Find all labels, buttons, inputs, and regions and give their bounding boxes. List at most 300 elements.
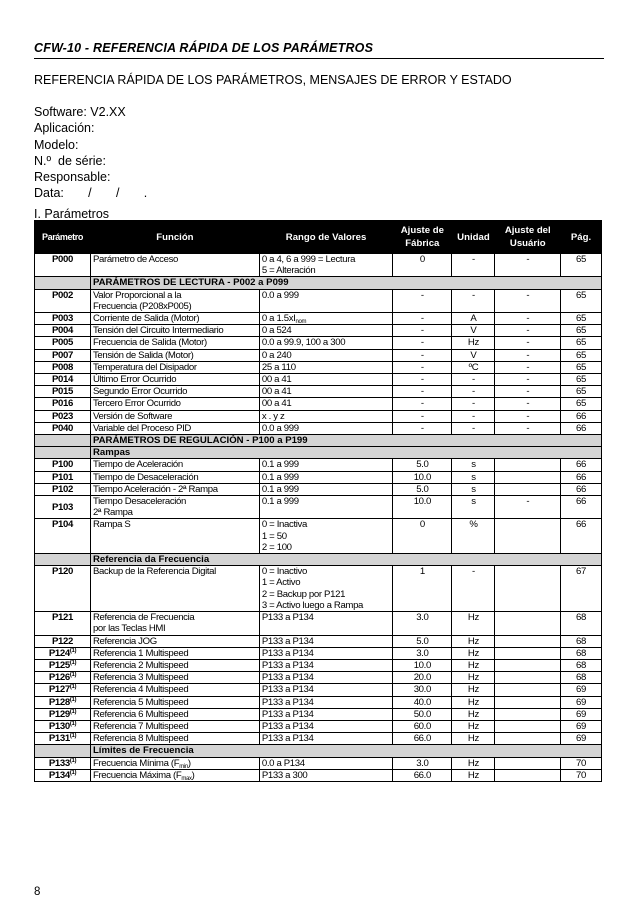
param-range-text: 1 = Activo xyxy=(261,577,301,589)
field-responsable: Responsable: xyxy=(34,170,111,185)
param-code: P131 xyxy=(48,733,70,745)
param-unit: s xyxy=(452,483,495,495)
param-function-cell xyxy=(90,325,259,337)
param-range-text: 00 a 41 xyxy=(261,374,292,386)
param-range-line xyxy=(262,636,390,647)
param-function-line xyxy=(93,459,257,470)
param-code: P100 xyxy=(51,459,73,471)
table-row xyxy=(35,361,602,373)
table-row xyxy=(35,471,602,483)
param-function-text: Versión de Software xyxy=(92,410,173,422)
param-factory-setting: - xyxy=(393,374,452,386)
running-header-title: CFW-10 - REFERENCIA RÁPIDA DE LOS PARÁMETROS xyxy=(34,41,374,55)
param-factory-setting: - xyxy=(393,313,452,325)
param-user-setting xyxy=(495,659,561,671)
param-code: P121 xyxy=(51,612,73,624)
param-page: 67 xyxy=(561,566,602,612)
param-user-setting: - xyxy=(495,349,561,361)
param-footnote-mark: (1) xyxy=(69,757,77,764)
header-rule xyxy=(34,58,604,59)
param-function-cell xyxy=(90,612,259,635)
param-factory-setting: 66.0 xyxy=(393,769,452,781)
param-function-cell xyxy=(90,361,259,373)
param-range-text: 0 a 524 xyxy=(261,325,292,337)
param-user-setting: - xyxy=(495,410,561,422)
param-function-text: Frecuencia Máxima (F xyxy=(92,769,182,781)
param-page: 65 xyxy=(561,398,602,410)
param-code-cell xyxy=(35,647,91,659)
table-row xyxy=(35,349,602,361)
param-range-line xyxy=(262,697,390,708)
param-page: 65 xyxy=(561,349,602,361)
param-page: 68 xyxy=(561,672,602,684)
param-unit: - xyxy=(452,398,495,410)
param-code: P134 xyxy=(48,769,70,781)
table-group-row xyxy=(35,447,602,459)
param-function-line xyxy=(93,362,257,373)
param-function-text: Corriente de Salida (Motor) xyxy=(92,313,200,325)
group-row-label: PARÁMETROS DE REGULACIÓN - P100 a P199 xyxy=(90,435,601,447)
param-unit: Hz xyxy=(452,757,495,769)
group-row-spacer xyxy=(35,435,91,447)
table-row xyxy=(35,325,602,337)
param-code-cell xyxy=(35,566,91,612)
table-row xyxy=(35,757,602,769)
param-range-text: P133 a P134 xyxy=(261,635,314,647)
param-function-line xyxy=(93,290,257,301)
param-function-line xyxy=(93,374,257,385)
param-range-line xyxy=(262,672,390,683)
param-function-cell xyxy=(90,254,259,277)
param-range-text: 0.0 a 999 xyxy=(261,422,299,434)
param-code-cell xyxy=(35,349,91,361)
param-function-line xyxy=(93,386,257,397)
param-function-cell xyxy=(90,733,259,745)
param-code-cell xyxy=(35,386,91,398)
param-range-text: 0.1 a 999 xyxy=(261,459,299,471)
param-user-setting xyxy=(495,459,561,471)
param-range-line xyxy=(262,600,390,611)
param-range-cell xyxy=(259,720,392,732)
param-function-cell xyxy=(90,386,259,398)
param-unit: Hz xyxy=(452,612,495,635)
param-code-cell xyxy=(35,496,91,519)
param-unit: - xyxy=(452,374,495,386)
param-function-cell xyxy=(90,720,259,732)
param-range-line xyxy=(262,648,390,659)
param-page: 65 xyxy=(561,361,602,373)
param-factory-setting: - xyxy=(393,422,452,434)
param-range-text: 0.0 a 99.9, 100 a 300 xyxy=(261,337,346,349)
param-page: 66 xyxy=(561,471,602,483)
param-function-cell xyxy=(90,289,259,312)
param-range-text: P133 a 300 xyxy=(261,769,308,781)
param-range-line xyxy=(262,386,390,397)
param-function-line xyxy=(93,612,257,623)
param-user-setting xyxy=(495,471,561,483)
param-page: 66 xyxy=(561,410,602,422)
param-range-text: P133 a P134 xyxy=(261,612,314,624)
param-footnote-mark: (1) xyxy=(69,659,77,666)
param-code-cell xyxy=(35,720,91,732)
param-function-line xyxy=(93,566,257,577)
param-page: 65 xyxy=(561,325,602,337)
param-user-setting xyxy=(495,519,561,554)
group-row-spacer xyxy=(35,447,91,459)
param-code-cell xyxy=(35,659,91,671)
param-page: 65 xyxy=(561,254,602,277)
param-unit: - xyxy=(452,566,495,612)
param-factory-setting: 10.0 xyxy=(393,659,452,671)
param-function-cell xyxy=(90,696,259,708)
param-range-cell xyxy=(259,313,392,325)
param-range-cell xyxy=(259,519,392,554)
table-row xyxy=(35,337,602,349)
param-range-text: 25 a 110 xyxy=(261,361,296,373)
param-range-line xyxy=(262,350,390,361)
group-row-spacer xyxy=(35,745,91,757)
param-user-setting: - xyxy=(495,398,561,410)
param-code: P015 xyxy=(51,386,73,398)
param-unit: Hz xyxy=(452,769,495,781)
param-function-cell xyxy=(90,708,259,720)
param-range-text: 0 = Inactivo xyxy=(261,566,307,578)
param-page: 68 xyxy=(561,635,602,647)
param-unit: s xyxy=(452,496,495,519)
param-page: 69 xyxy=(561,708,602,720)
table-row xyxy=(35,566,602,612)
group-row-label: Límites de Frecuencia xyxy=(90,745,601,757)
col-header-pagina: Pág. xyxy=(561,221,602,254)
param-range-text: 3 = Activo luego a Rampa xyxy=(261,599,364,611)
param-unit: Hz xyxy=(452,337,495,349)
param-function-line xyxy=(93,672,257,683)
param-code-cell xyxy=(35,398,91,410)
param-unit: - xyxy=(452,254,495,277)
param-range-text: P133 a P134 xyxy=(261,708,314,720)
param-page: 66 xyxy=(561,422,602,434)
param-footnote-mark: (1) xyxy=(69,647,77,654)
param-function-text: Referencia 4 Multispeed xyxy=(92,684,189,696)
param-user-setting: - xyxy=(495,337,561,349)
param-function-text: Temperatura del Disipador xyxy=(92,361,197,373)
param-range-text: 2 = 100 xyxy=(261,541,292,553)
param-page: 65 xyxy=(561,289,602,312)
param-function-text: Referencia 2 Multispeed xyxy=(92,659,189,671)
param-range-text: 0.0 a 999 xyxy=(261,289,299,301)
param-code-cell xyxy=(35,289,91,312)
param-range-cell xyxy=(259,374,392,386)
table-row xyxy=(35,696,602,708)
param-function-text: Segundo Error Ocurrido xyxy=(92,386,188,398)
param-code: P104 xyxy=(51,519,73,531)
param-range-line xyxy=(262,374,390,385)
param-code-cell xyxy=(35,635,91,647)
param-code-cell xyxy=(35,459,91,471)
param-range-text: P133 a P134 xyxy=(261,659,314,671)
param-function-text: Tiempo de Desaceleración xyxy=(92,471,199,483)
param-function-text: Tiempo Desaceleración xyxy=(92,496,187,508)
param-range-line xyxy=(262,684,390,695)
param-range-text: P133 a P134 xyxy=(261,720,314,732)
param-function-line xyxy=(93,684,257,695)
param-range-line xyxy=(262,566,390,577)
table-row xyxy=(35,254,602,277)
param-range-text: 0.1 a 999 xyxy=(261,471,299,483)
param-function-line xyxy=(93,648,257,659)
param-range-text: x . y z xyxy=(261,410,285,422)
parameters-table xyxy=(34,220,602,782)
table-row xyxy=(35,733,602,745)
param-page: 69 xyxy=(561,720,602,732)
param-function-cell xyxy=(90,757,259,769)
param-unit: Hz xyxy=(452,684,495,696)
form-fields xyxy=(34,104,147,202)
param-page: 68 xyxy=(561,612,602,635)
param-function-cell xyxy=(90,471,259,483)
col-header-unidad: Unidad xyxy=(452,221,495,254)
param-user-setting: - xyxy=(495,325,561,337)
param-range-cell xyxy=(259,386,392,398)
param-function-line xyxy=(93,411,257,422)
param-code: P002 xyxy=(51,289,73,301)
table-row xyxy=(35,422,602,434)
param-range-cell xyxy=(259,471,392,483)
param-function-tail: ) xyxy=(191,769,195,781)
param-function-cell xyxy=(90,647,259,659)
param-range-text: 2 = Backup por P121 xyxy=(261,588,346,600)
param-factory-setting: 20.0 xyxy=(393,672,452,684)
param-function-line xyxy=(93,660,257,671)
param-function-text: Rampa S xyxy=(92,519,131,531)
param-function-text: Tensión de Salida (Motor) xyxy=(92,349,194,361)
param-range-text: 0 a 4, 6 a 999 = Lectura xyxy=(261,254,356,265)
param-function-cell xyxy=(90,313,259,325)
param-function-line xyxy=(93,313,257,324)
param-range-cell xyxy=(259,635,392,647)
param-range-cell xyxy=(259,289,392,312)
col-header-ajuste-usuario-line1: Ajuste del xyxy=(504,225,551,236)
param-user-setting xyxy=(495,612,561,635)
param-code: P016 xyxy=(51,398,73,410)
param-code: P005 xyxy=(51,337,73,349)
param-user-setting xyxy=(495,720,561,732)
param-unit: ºC xyxy=(452,361,495,373)
param-code: P126 xyxy=(48,672,70,684)
param-function-cell xyxy=(90,672,259,684)
col-header-ajuste-fabrica-line2: Fábrica xyxy=(405,238,440,249)
param-range-text: 0 a 1.5xI xyxy=(261,313,296,325)
param-code: P103 xyxy=(51,501,73,513)
param-range-line xyxy=(262,423,390,434)
table-row xyxy=(35,672,602,684)
param-user-setting xyxy=(495,647,561,659)
param-user-setting xyxy=(495,757,561,769)
param-factory-setting: 30.0 xyxy=(393,684,452,696)
param-user-setting: - xyxy=(495,422,561,434)
param-user-setting: - xyxy=(495,361,561,373)
param-function-subscript: min xyxy=(179,763,188,770)
param-code-cell xyxy=(35,361,91,373)
param-function-line xyxy=(93,337,257,348)
param-code-cell xyxy=(35,769,91,781)
param-function-text: Frecuencia (P208xP005) xyxy=(92,300,192,312)
param-function-line xyxy=(93,519,257,530)
col-header-rango: Rango de Valores xyxy=(259,221,392,254)
param-factory-setting: 3.0 xyxy=(393,647,452,659)
param-function-text: Tensión del Circuito Intermediario xyxy=(92,325,224,337)
param-factory-setting: 5.0 xyxy=(393,459,452,471)
param-function-line xyxy=(93,496,257,507)
table-row xyxy=(35,289,602,312)
param-function-text: Frecuencia Mínima (F xyxy=(92,757,180,769)
param-function-text: Parámetro de Acceso xyxy=(92,254,179,265)
param-code: P133 xyxy=(48,757,70,769)
param-page: 69 xyxy=(561,733,602,745)
param-unit: s xyxy=(452,459,495,471)
param-range-line xyxy=(262,709,390,720)
param-footnote-mark: (1) xyxy=(69,708,77,715)
param-function-text: Referencia 3 Multispeed xyxy=(92,672,189,684)
param-unit: V xyxy=(452,349,495,361)
table-group-row xyxy=(35,554,602,566)
param-range-cell xyxy=(259,684,392,696)
col-header-funcion: Función xyxy=(90,221,259,254)
param-factory-setting: 40.0 xyxy=(393,696,452,708)
param-code: P130 xyxy=(48,720,70,732)
page-number: 8 xyxy=(34,886,41,898)
param-code-cell xyxy=(35,337,91,349)
param-function-cell xyxy=(90,519,259,554)
table-row xyxy=(35,483,602,495)
param-code: P014 xyxy=(51,374,73,386)
param-factory-setting: - xyxy=(393,337,452,349)
param-factory-setting: - xyxy=(393,410,452,422)
param-page: 69 xyxy=(561,696,602,708)
param-function-text: Referencia 6 Multispeed xyxy=(92,708,189,720)
param-code-cell xyxy=(35,374,91,386)
param-footnote-mark: (1) xyxy=(69,769,77,776)
param-user-setting: - xyxy=(495,386,561,398)
param-range-cell xyxy=(259,349,392,361)
col-header-ajuste-fabrica xyxy=(393,221,452,254)
param-function-line xyxy=(93,398,257,409)
param-factory-setting: 50.0 xyxy=(393,708,452,720)
param-function-text: por las Teclas HMI xyxy=(92,623,166,635)
param-code-cell xyxy=(35,612,91,635)
col-header-parametro: Parámetro xyxy=(35,221,91,254)
param-function-line xyxy=(93,758,257,769)
group-row-label: Referencia da Frecuencia xyxy=(90,554,601,566)
param-range-text: 00 a 41 xyxy=(261,398,292,410)
param-footnote-mark: (1) xyxy=(69,696,77,703)
param-range-line xyxy=(262,484,390,495)
param-factory-setting: 3.0 xyxy=(393,757,452,769)
param-range-cell xyxy=(259,325,392,337)
param-function-line xyxy=(93,325,257,336)
param-range-line xyxy=(262,589,390,600)
param-range-cell xyxy=(259,672,392,684)
param-code-cell xyxy=(35,410,91,422)
param-user-setting: - xyxy=(495,289,561,312)
table-row xyxy=(35,720,602,732)
param-code: P120 xyxy=(51,566,73,578)
param-page: 68 xyxy=(561,659,602,671)
param-function-cell xyxy=(90,566,259,612)
param-function-cell xyxy=(90,349,259,361)
param-range-line xyxy=(262,398,390,409)
param-code: P102 xyxy=(51,483,73,495)
param-range-text: 00 a 41 xyxy=(261,386,292,398)
param-code: P127 xyxy=(48,684,70,696)
param-code: P000 xyxy=(51,254,73,265)
document-heading: REFERENCIA RÁPIDA DE LOS PARÁMETROS, MENSAJES DE ERROR Y ESTADO xyxy=(34,73,512,87)
table-row xyxy=(35,769,602,781)
param-unit: s xyxy=(452,471,495,483)
param-range-line xyxy=(262,733,390,744)
param-function-cell xyxy=(90,459,259,471)
col-header-ajuste-usuario-line2: Usuário xyxy=(509,238,546,249)
param-function-text: Referencia de Frecuencia xyxy=(92,612,195,624)
param-unit: - xyxy=(452,289,495,312)
param-factory-setting: - xyxy=(393,386,452,398)
param-function-text: Referencia 7 Multispeed xyxy=(92,720,189,732)
field-aplicacion: Aplicación: xyxy=(34,121,95,136)
param-unit: Hz xyxy=(452,635,495,647)
param-function-cell xyxy=(90,684,259,696)
param-factory-setting: 66.0 xyxy=(393,733,452,745)
param-code-cell xyxy=(35,672,91,684)
param-factory-setting: - xyxy=(393,325,452,337)
param-code: P008 xyxy=(51,361,73,373)
param-range-line xyxy=(262,612,390,623)
param-range-line xyxy=(262,542,390,553)
param-code: P040 xyxy=(51,422,73,434)
param-range-text: 0 a 240 xyxy=(261,349,292,361)
param-factory-setting: 0 xyxy=(393,519,452,554)
param-user-setting: - xyxy=(495,374,561,386)
param-factory-setting: - xyxy=(393,361,452,373)
col-header-ajuste-fabrica-line1: Ajuste de xyxy=(400,225,444,236)
param-range-text: P133 a P134 xyxy=(261,672,314,684)
table-row xyxy=(35,612,602,635)
param-user-setting xyxy=(495,696,561,708)
param-range-cell xyxy=(259,647,392,659)
param-range-line xyxy=(262,660,390,671)
param-range-line xyxy=(262,531,390,542)
param-range-line xyxy=(262,254,390,265)
param-function-cell xyxy=(90,496,259,519)
param-function-line xyxy=(93,636,257,647)
param-unit: Hz xyxy=(452,696,495,708)
param-page: 68 xyxy=(561,647,602,659)
param-function-text: Referencia 8 Multispeed xyxy=(92,733,189,745)
param-range-line xyxy=(262,459,390,470)
param-code: P023 xyxy=(51,410,73,422)
table-row xyxy=(35,635,602,647)
param-code: P125 xyxy=(48,659,70,671)
param-unit: Hz xyxy=(452,708,495,720)
param-function-line xyxy=(93,770,257,781)
param-function-cell xyxy=(90,337,259,349)
param-page: 66 xyxy=(561,519,602,554)
table-row xyxy=(35,459,602,471)
param-function-cell xyxy=(90,659,259,671)
param-unit: V xyxy=(452,325,495,337)
param-factory-setting: 10.0 xyxy=(393,471,452,483)
param-footnote-mark: (1) xyxy=(69,684,77,691)
param-range-line xyxy=(262,313,390,324)
